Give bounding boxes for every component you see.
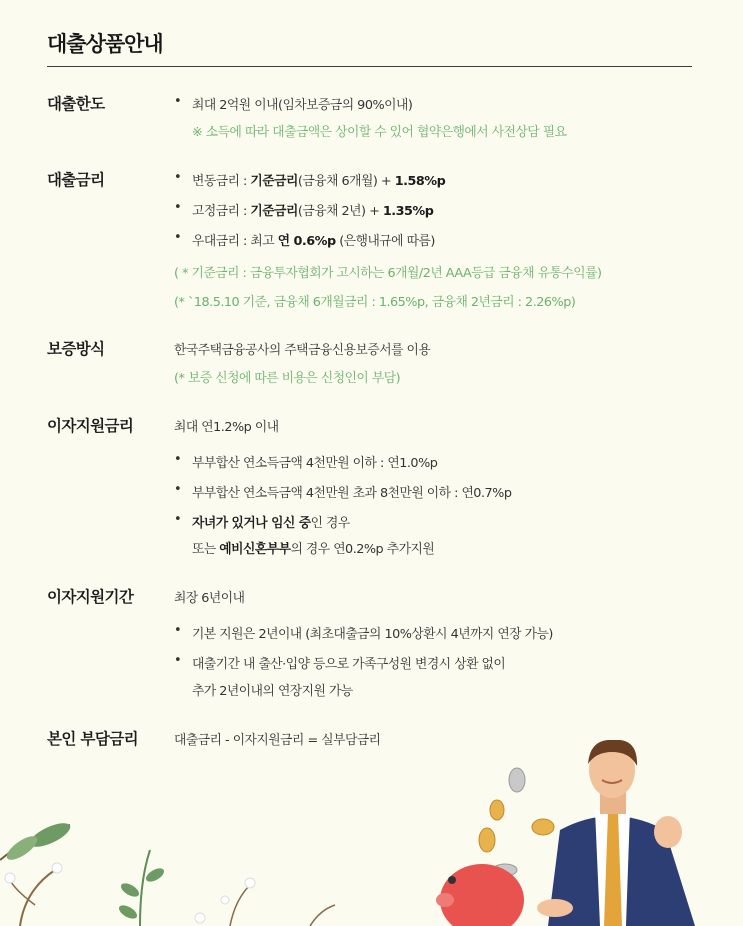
- label-loan-limit: 대출한도: [47, 95, 105, 113]
- support-rate-max: 최대 연1.2%p 이내: [174, 420, 279, 435]
- guarantee-text: 한국주택금융공사의 주택금융신용보증서를 이용: [174, 343, 431, 358]
- support-rate-item: • 자녀가 있거나 임신 중인 경우: [176, 512, 350, 531]
- support-rate-item-cont: 또는 예비신혼부부의 경우 연0.2%p 추가지원: [192, 542, 435, 557]
- label-guarantee: 보증방식: [47, 340, 105, 358]
- title-divider: [47, 66, 692, 67]
- support-period-item-cont: 추가 2년이내의 연장지원 가능: [192, 684, 353, 699]
- support-period-max: 최장 6년이내: [174, 591, 245, 606]
- support-rate-item: • 부부합산 연소득금액 4천만원 이하 : 연1.0%p: [176, 452, 437, 471]
- label-support-rate: 이자지원금리: [47, 417, 134, 435]
- label-support-period: 이자지원기간: [47, 588, 134, 606]
- fixed-rate: • 고정금리 : 기준금리(금융채 2년) + 1.35%p: [176, 200, 433, 219]
- plant-icon: [0, 818, 335, 926]
- own-rate-formula: 대출금리 - 이자지원금리 = 실부담금리: [174, 733, 381, 748]
- loan-limit-text: • 최대 2억원 이내(임차보증금의 90%이내): [176, 94, 412, 113]
- support-rate-item: • 부부합산 연소득금액 4천만원 초과 8천만원 이하 : 연0.7%p: [176, 482, 511, 501]
- support-period-item: • 대출기간 내 출산·입양 등으로 가족구성원 변경시 상환 없이: [176, 653, 505, 672]
- variable-rate: • 변동금리 : 기준금리(금융채 6개월) + 1.58%p: [176, 170, 445, 189]
- guarantee-note: (* 보증 신청에 따른 비용은 신청인이 부담): [174, 371, 401, 386]
- page-title: 대출상품안내: [47, 32, 163, 56]
- preferential-rate: • 우대금리 : 최고 연 0.6%p (은행내규에 따름): [176, 230, 435, 249]
- support-period-item: • 기본 지원은 2년이내 (최초대출금의 10%상환시 4년까지 연장 가능): [176, 623, 553, 642]
- loan-limit-note: ※ 소득에 따라 대출금액은 상이할 수 있어 협약은행에서 사전상담 필요: [192, 125, 567, 140]
- label-own-rate: 본인 부담금리: [47, 730, 139, 748]
- coin-icon: [479, 768, 554, 876]
- base-rate-note: ( * 기준금리 : 금융투자협회가 고시하는 6개월/2년 AAA등급 금융채 유통수익률): [174, 266, 602, 281]
- base-rate-date-note: (* `18.5.10 기준, 금융채 6개월금리 : 1.65%p, 금융채 2년금리 : 2.26%p): [174, 295, 576, 310]
- businessman-illustration: [537, 740, 695, 926]
- decorative-illustration: [0, 740, 743, 926]
- label-loan-rate: 대출금리: [47, 171, 105, 189]
